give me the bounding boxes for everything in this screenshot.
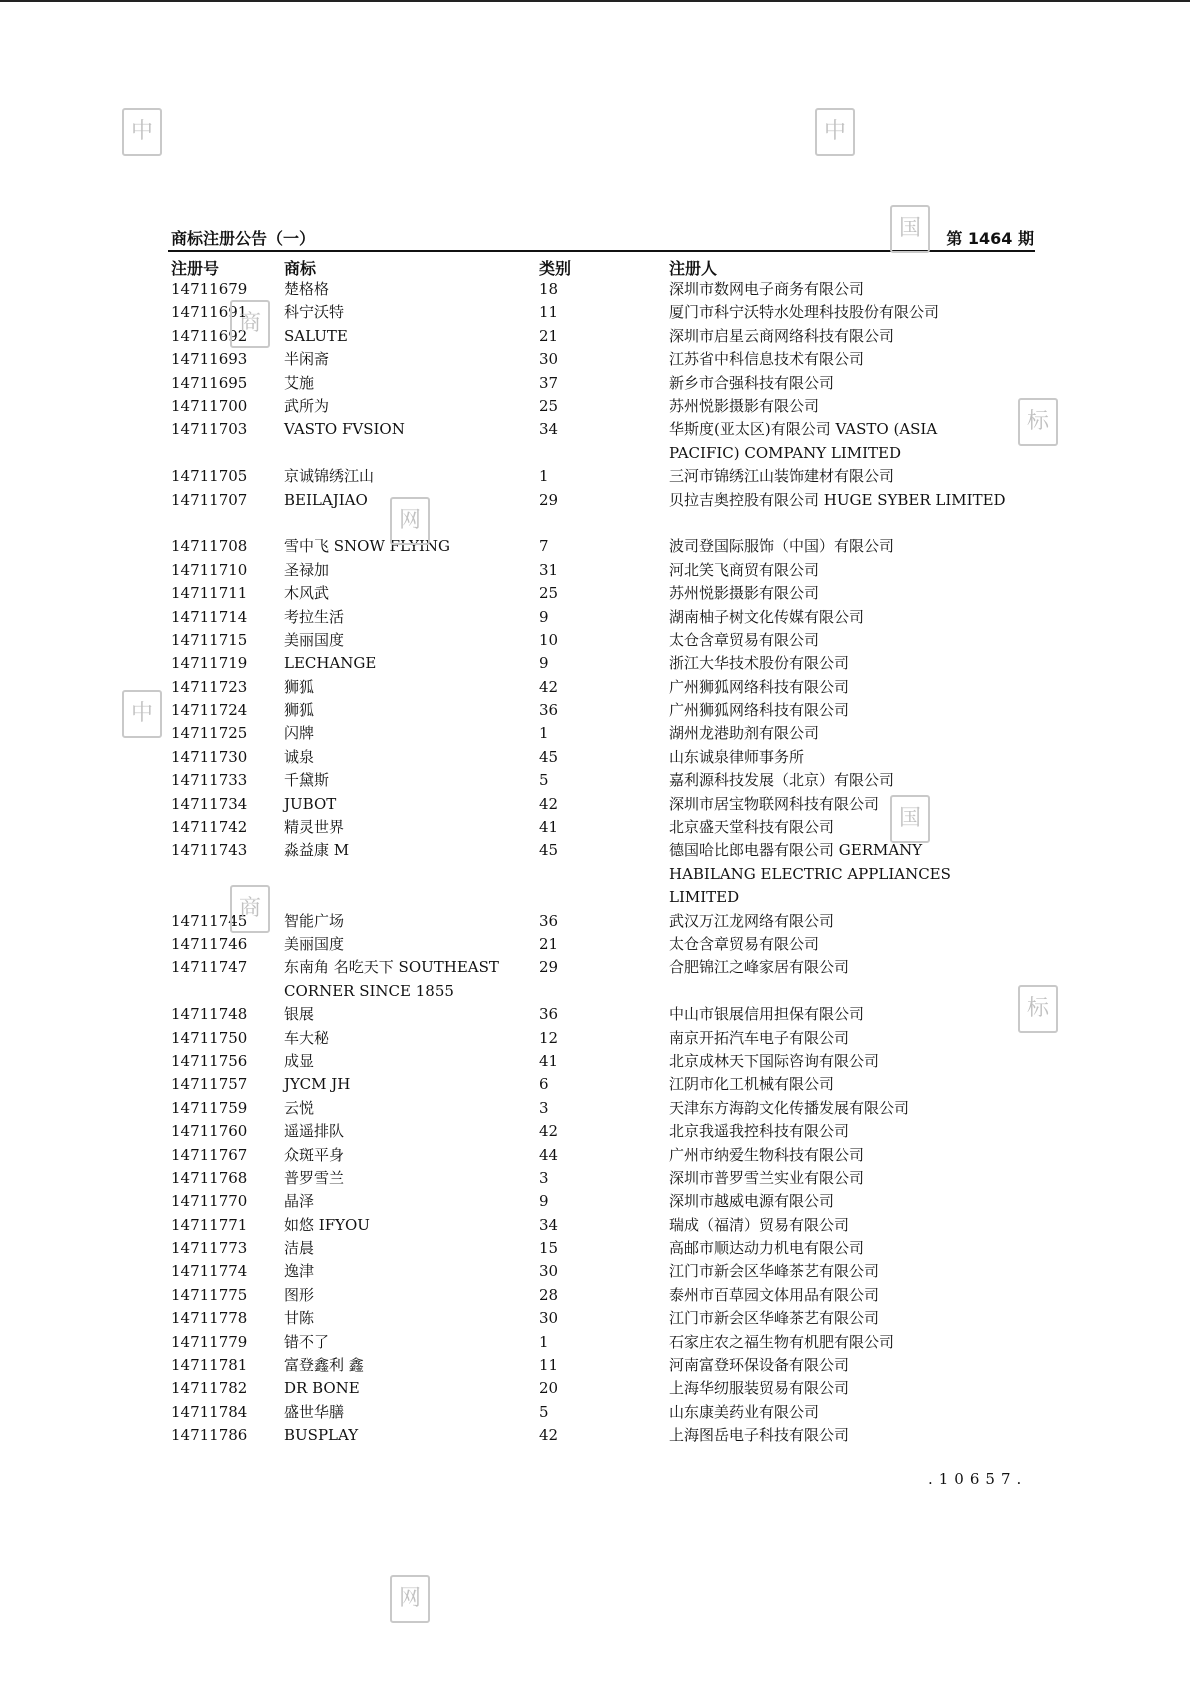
class-cell: 11 — [539, 1356, 559, 1375]
table-row — [0, 1260, 1190, 1283]
class-cell: 5 — [539, 1402, 549, 1421]
reg-no-cell: 14711745 — [171, 911, 248, 930]
class-cell: 34 — [539, 420, 559, 439]
reg-no-cell: 14711770 — [171, 1192, 248, 1211]
registrant-cell: 北京我遥我控科技有限公司 — [669, 1122, 850, 1141]
mark-cell: 银展 — [284, 1005, 315, 1024]
watermark-stamp: 中 — [122, 108, 162, 156]
registrant-cell: 德国哈比郎电器有限公司 GERMANY HABILANG ELECTRIC APPLIANCES LIMITED — [669, 841, 951, 907]
registrant-cell: 泰州市百草园文体用品有限公司 — [669, 1285, 880, 1304]
table-row — [0, 465, 1190, 488]
registrant-cell: 上海华纫服装贸易有限公司 — [669, 1379, 850, 1398]
mark-cell: 车大秘 — [284, 1028, 330, 1047]
mark-cell: 楚格格 — [284, 280, 330, 298]
table-row — [0, 933, 1190, 956]
table-row — [0, 348, 1190, 371]
mark-cell: 木风武 — [284, 584, 330, 603]
reg-no-cell: 14711746 — [171, 934, 248, 953]
table-row — [0, 325, 1190, 348]
column-header-reg-no: 注册号 — [171, 259, 220, 278]
mark-cell: 半闲斋 — [284, 350, 330, 369]
table-row — [0, 746, 1190, 769]
reg-no-cell: 14711779 — [171, 1332, 248, 1351]
class-cell: 29 — [539, 958, 559, 977]
reg-no-cell: 14711711 — [171, 584, 248, 603]
class-cell: 21 — [539, 326, 559, 345]
table-row — [0, 582, 1190, 605]
registrant-cell: 华斯度(亚太区)有限公司 VASTO (ASIA PACIFIC) COMPANY LIMITED — [669, 420, 938, 462]
class-cell: 10 — [539, 630, 559, 649]
registrant-cell: 江门市新会区华峰茶艺有限公司 — [669, 1309, 880, 1328]
table-row — [0, 699, 1190, 722]
class-cell: 21 — [539, 934, 559, 953]
table-row — [0, 1144, 1190, 1167]
registrant-cell: 江苏省中科信息技术有限公司 — [669, 350, 865, 369]
class-cell: 3 — [539, 1168, 549, 1187]
mark-cell: 如悠 IFYOU — [284, 1215, 370, 1234]
reg-no-cell: 14711782 — [171, 1379, 248, 1398]
reg-no-cell: 14711775 — [171, 1285, 248, 1304]
reg-no-cell: 14711760 — [171, 1122, 248, 1141]
class-cell: 25 — [539, 584, 559, 603]
reg-no-cell: 14711691 — [171, 303, 248, 322]
reg-no-cell: 14711725 — [171, 724, 248, 743]
reg-no-cell: 14711767 — [171, 1145, 248, 1164]
table-row — [0, 956, 1190, 1003]
registrant-cell: 石家庄农之福生物有机肥有限公司 — [669, 1332, 895, 1351]
mark-cell: 圣禄加 — [284, 560, 330, 579]
mark-cell: 洁晨 — [284, 1239, 315, 1258]
reg-no-cell: 14711768 — [171, 1168, 248, 1187]
mark-cell: 闪牌 — [284, 724, 315, 743]
class-cell: 5 — [539, 771, 549, 790]
mark-cell: 精灵世界 — [284, 818, 345, 837]
reg-no-cell: 14711733 — [171, 771, 248, 790]
table-row — [0, 395, 1190, 418]
class-cell: 42 — [539, 794, 559, 813]
class-cell: 1 — [539, 1332, 549, 1351]
watermark-stamp: 商 — [230, 300, 270, 348]
mark-cell: SALUTE — [284, 326, 348, 345]
mark-cell: LECHANGE — [284, 654, 377, 673]
registrant-cell: 上海图岳电子科技有限公司 — [669, 1426, 850, 1445]
mark-cell: 雪中飞 SNOW FLYING — [284, 537, 450, 556]
registrant-cell: 太仓含章贸易有限公司 — [669, 630, 820, 649]
table-row — [0, 652, 1190, 675]
table-row — [0, 676, 1190, 699]
table-row — [0, 1214, 1190, 1237]
table-row — [0, 535, 1190, 558]
watermark-stamp: 标 — [1018, 985, 1058, 1033]
class-cell: 42 — [539, 1122, 559, 1141]
registrant-cell: 河北笑飞商贸有限公司 — [669, 560, 820, 579]
watermark-stamp: 网 — [390, 1575, 430, 1623]
registrant-cell: 新乡市合强科技有限公司 — [669, 373, 835, 392]
registrant-cell: 瑞成（福清）贸易有限公司 — [669, 1215, 850, 1234]
mark-cell: 图形 — [284, 1285, 315, 1304]
registrant-cell: 深圳市启星云商网络科技有限公司 — [669, 326, 895, 345]
reg-no-cell: 14711714 — [171, 607, 248, 626]
class-cell: 3 — [539, 1098, 549, 1117]
table-row — [0, 1424, 1190, 1447]
class-cell: 42 — [539, 677, 559, 696]
registrant-cell: 南京开拓汽车电子有限公司 — [669, 1028, 850, 1047]
class-cell: 9 — [539, 654, 549, 673]
registrant-cell: 苏州悦影摄影有限公司 — [669, 584, 820, 603]
table-row — [0, 793, 1190, 816]
mark-cell: 武所为 — [284, 396, 330, 415]
reg-no-cell: 14711781 — [171, 1356, 248, 1375]
class-cell: 30 — [539, 1262, 559, 1281]
reg-no-cell: 14711773 — [171, 1239, 248, 1258]
table-row — [0, 1284, 1190, 1307]
class-cell: 6 — [539, 1075, 549, 1094]
registrant-cell: 江门市新会区华峰茶艺有限公司 — [669, 1262, 880, 1281]
table-row — [0, 1190, 1190, 1213]
registrant-cell: 苏州悦影摄影有限公司 — [669, 396, 820, 415]
table-row — [0, 1307, 1190, 1330]
registrant-cell: 山东康美药业有限公司 — [669, 1402, 820, 1421]
table-row — [0, 839, 1190, 909]
registrant-cell: 太仓含章贸易有限公司 — [669, 934, 820, 953]
mark-cell: VASTO FVSION — [284, 420, 405, 439]
mark-cell: 富登鑫利 鑫 — [284, 1356, 364, 1375]
registrant-cell: 北京盛天堂科技有限公司 — [669, 818, 835, 837]
class-cell: 44 — [539, 1145, 559, 1164]
table-row — [0, 301, 1190, 324]
registrant-cell: 湖州龙港助剂有限公司 — [669, 724, 820, 743]
registrant-cell: 浙江大华技术股份有限公司 — [669, 654, 850, 673]
column-header-class: 类别 — [539, 259, 572, 278]
class-cell: 29 — [539, 490, 559, 509]
reg-no-cell: 14711734 — [171, 794, 248, 813]
watermark-stamp: 网 — [390, 497, 430, 545]
table-row — [0, 606, 1190, 629]
registrant-cell: 天津东方海韵文化传播发展有限公司 — [669, 1098, 910, 1117]
reg-no-cell: 14711759 — [171, 1098, 248, 1117]
mark-cell: 错不了 — [284, 1332, 330, 1351]
mark-cell: DR BONE — [284, 1379, 360, 1398]
table-row — [0, 1401, 1190, 1424]
reg-no-cell: 14711723 — [171, 677, 248, 696]
reg-no-cell: 14711784 — [171, 1402, 248, 1421]
class-cell: 28 — [539, 1285, 559, 1304]
mark-cell: 狮狐 — [284, 701, 315, 720]
reg-no-cell: 14711743 — [171, 841, 248, 860]
reg-no-cell: 14711750 — [171, 1028, 248, 1047]
class-cell: 15 — [539, 1239, 559, 1258]
reg-no-cell: 14711747 — [171, 958, 248, 977]
table-row — [0, 1331, 1190, 1354]
table-row — [0, 559, 1190, 582]
reg-no-cell: 14711705 — [171, 467, 248, 486]
reg-no-cell: 14711756 — [171, 1051, 248, 1070]
mark-cell: 普罗雪兰 — [284, 1168, 345, 1187]
mark-cell: 美丽国度 — [284, 630, 345, 649]
registrant-cell: 波司登国际服饰（中国）有限公司 — [669, 537, 895, 556]
reg-no-cell: 14711715 — [171, 630, 248, 649]
mark-cell: 成显 — [284, 1051, 315, 1070]
mark-cell: 智能广场 — [284, 911, 345, 930]
registrant-cell: 广州市纳爱生物科技有限公司 — [669, 1145, 865, 1164]
table-row — [0, 1003, 1190, 1026]
table-row — [0, 1120, 1190, 1143]
table-row — [0, 1073, 1190, 1096]
reg-no-cell: 14711724 — [171, 701, 248, 720]
registrant-cell: 高邮市顺达动力机电有限公司 — [669, 1239, 865, 1258]
registrant-cell: 江阴市化工机械有限公司 — [669, 1075, 835, 1094]
class-cell: 42 — [539, 1426, 559, 1445]
registrant-cell: 武汉万江龙网络有限公司 — [669, 911, 835, 930]
registrant-cell: 贝拉吉奥控股有限公司 HUGE SYBER LIMITED — [669, 490, 1006, 509]
mark-cell: 美丽国度 — [284, 934, 345, 953]
class-cell: 12 — [539, 1028, 559, 1047]
reg-no-cell: 14711693 — [171, 350, 248, 369]
class-cell: 45 — [539, 747, 559, 766]
mark-cell: 盛世华膳 — [284, 1402, 345, 1421]
class-cell: 25 — [539, 396, 559, 415]
mark-cell: 科宁沃特 — [284, 303, 345, 322]
class-cell: 18 — [539, 280, 559, 298]
registrant-cell: 深圳市居宝物联网科技有限公司 — [669, 794, 880, 813]
mark-cell: BEILAJIAO — [284, 490, 368, 509]
watermark-stamp: 国 — [890, 795, 930, 843]
class-cell: 30 — [539, 1309, 559, 1328]
table-row — [0, 489, 1190, 536]
mark-cell: BUSPLAY — [284, 1426, 359, 1445]
table-row — [0, 1237, 1190, 1260]
table-row — [0, 1027, 1190, 1050]
registrant-cell: 深圳市数网电子商务有限公司 — [669, 280, 865, 298]
table-row — [0, 1097, 1190, 1120]
mark-cell: JYCM JH — [284, 1075, 351, 1094]
column-header-mark: 商标 — [284, 259, 317, 278]
class-cell: 1 — [539, 724, 549, 743]
mark-cell: 众斑平身 — [284, 1145, 345, 1164]
table-row — [0, 629, 1190, 652]
reg-no-cell: 14711679 — [171, 280, 248, 298]
registration-table — [0, 278, 1190, 1448]
class-cell: 36 — [539, 701, 559, 720]
reg-no-cell: 14711742 — [171, 818, 248, 837]
mark-cell: 逸津 — [284, 1262, 315, 1281]
mark-cell: 晶泽 — [284, 1192, 315, 1211]
registrant-cell: 合肥锦江之峰家居有限公司 — [669, 958, 850, 977]
reg-no-cell: 14711719 — [171, 654, 248, 673]
mark-cell: 考拉生活 — [284, 607, 345, 626]
issue-number: 第 1464 期 — [946, 229, 1034, 248]
table-row — [0, 278, 1190, 301]
mark-cell: 艾施 — [284, 373, 315, 392]
class-cell: 34 — [539, 1215, 559, 1234]
mark-cell: JUBOT — [284, 794, 337, 813]
mark-cell: 千黛斯 — [284, 771, 330, 790]
class-cell: 37 — [539, 373, 559, 392]
table-row — [0, 1354, 1190, 1377]
reg-no-cell: 14711748 — [171, 1005, 248, 1024]
class-cell: 1 — [539, 467, 549, 486]
watermark-stamp: 中 — [815, 108, 855, 156]
table-row — [0, 1167, 1190, 1190]
top-border — [0, 0, 1190, 2]
class-cell: 9 — [539, 607, 549, 626]
mark-cell: 狮狐 — [284, 677, 315, 696]
reg-no-cell: 14711771 — [171, 1215, 248, 1234]
watermark-stamp: 商 — [230, 885, 270, 933]
registrant-cell: 山东诚泉律师事务所 — [669, 747, 805, 766]
publication-title: 商标注册公告（一） — [171, 229, 316, 248]
registrant-cell: 嘉利源科技发展（北京）有限公司 — [669, 771, 895, 790]
table-row — [0, 910, 1190, 933]
class-cell: 9 — [539, 1192, 549, 1211]
class-cell: 11 — [539, 303, 559, 322]
class-cell: 30 — [539, 350, 559, 369]
reg-no-cell: 14711778 — [171, 1309, 248, 1328]
registrant-cell: 北京成林天下国际咨询有限公司 — [669, 1051, 880, 1070]
mark-cell: 京诚锦绣江山 — [284, 467, 375, 486]
registrant-cell: 广州狮狐网络科技有限公司 — [669, 701, 850, 720]
class-cell: 20 — [539, 1379, 559, 1398]
class-cell: 7 — [539, 537, 549, 556]
table-row — [0, 769, 1190, 792]
watermark-stamp: 国 — [890, 205, 930, 253]
reg-no-cell: 14711692 — [171, 326, 248, 345]
table-row — [0, 816, 1190, 839]
class-cell: 31 — [539, 560, 559, 579]
mark-cell: 诚泉 — [284, 747, 315, 766]
class-cell: 36 — [539, 911, 559, 930]
class-cell: 41 — [539, 1051, 559, 1070]
mark-cell: 遥遥排队 — [284, 1122, 345, 1141]
reg-no-cell: 14711710 — [171, 560, 248, 579]
reg-no-cell: 14711707 — [171, 490, 248, 509]
reg-no-cell: 14711774 — [171, 1262, 248, 1281]
mark-cell: 甘陈 — [284, 1309, 315, 1328]
registrant-cell: 三河市锦绣江山装饰建材有限公司 — [669, 467, 895, 486]
column-header-registrant: 注册人 — [669, 259, 718, 278]
reg-no-cell: 14711708 — [171, 537, 248, 556]
mark-cell: 云悦 — [284, 1098, 315, 1117]
watermark-stamp: 中 — [122, 690, 162, 738]
page-number: .10657. — [928, 1470, 1028, 1488]
registrant-cell: 深圳市普罗雪兰实业有限公司 — [669, 1168, 865, 1187]
reg-no-cell: 14711703 — [171, 420, 248, 439]
registrant-cell: 广州狮狐网络科技有限公司 — [669, 677, 850, 696]
registrant-cell: 中山市银展信用担保有限公司 — [669, 1005, 865, 1024]
mark-cell: 东南角 名吃天下 SOUTHEAST CORNER SINCE 1855 — [284, 958, 499, 1000]
table-row — [0, 418, 1190, 465]
table-row — [0, 372, 1190, 395]
table-row — [0, 722, 1190, 745]
registrant-cell: 湖南柚子树文化传媒有限公司 — [669, 607, 865, 626]
reg-no-cell: 14711786 — [171, 1426, 248, 1445]
reg-no-cell: 14711700 — [171, 396, 248, 415]
table-row — [0, 1050, 1190, 1073]
mark-cell: 淼益康 M — [284, 841, 350, 860]
class-cell: 41 — [539, 818, 559, 837]
registrant-cell: 厦门市科宁沃特水处理科技股份有限公司 — [669, 303, 940, 322]
reg-no-cell: 14711757 — [171, 1075, 248, 1094]
registrant-cell: 深圳市越威电源有限公司 — [669, 1192, 835, 1211]
registrant-cell: 河南富登环保设备有限公司 — [669, 1356, 850, 1375]
reg-no-cell: 14711730 — [171, 747, 248, 766]
reg-no-cell: 14711695 — [171, 373, 248, 392]
class-cell: 45 — [539, 841, 559, 860]
watermark-stamp: 标 — [1018, 398, 1058, 446]
table-row — [0, 1377, 1190, 1400]
class-cell: 36 — [539, 1005, 559, 1024]
